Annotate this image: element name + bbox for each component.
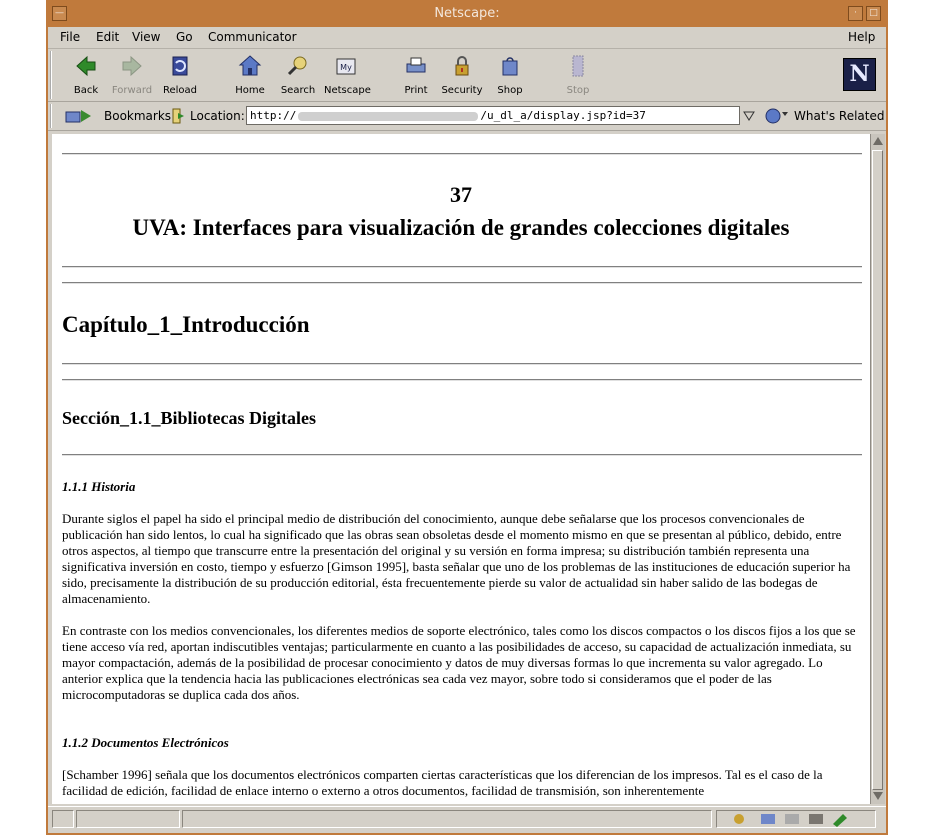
document-title: UVA: Interfaces para visualización de grandes colecciones digitales — [132, 215, 790, 240]
divider — [62, 266, 862, 268]
url-dropdown-icon[interactable] — [742, 108, 756, 124]
status-bar — [48, 806, 886, 834]
menu-file[interactable]: File — [60, 30, 81, 44]
print-button[interactable] — [394, 51, 438, 99]
security-label: Security — [441, 85, 483, 96]
security-status-icon[interactable] — [52, 810, 74, 828]
scroll-up-icon[interactable] — [873, 137, 883, 145]
location-icon[interactable] — [170, 107, 186, 125]
component-icons[interactable] — [731, 811, 871, 827]
home-label: Home — [235, 85, 265, 96]
print-label: Print — [404, 85, 428, 96]
reload-icon — [167, 53, 193, 79]
netscape-label: Netscape — [324, 85, 371, 96]
forward-label: Forward — [111, 85, 153, 96]
search-icon — [285, 53, 311, 79]
menu-view[interactable]: View — [132, 30, 161, 44]
home-icon — [237, 53, 263, 79]
location-label: Location: — [190, 109, 245, 123]
netscape-button[interactable] — [324, 51, 371, 99]
search-label: Search — [280, 85, 316, 96]
minimize-button[interactable]: · — [848, 6, 863, 21]
lock-icon — [449, 53, 475, 79]
bookmarks-icon[interactable] — [64, 106, 94, 126]
stop-button[interactable] — [556, 51, 600, 99]
svg-text:My: My — [340, 63, 352, 72]
location-toolbar — [48, 102, 886, 131]
security-button[interactable] — [440, 51, 484, 99]
home-button[interactable] — [228, 51, 272, 99]
menu-go[interactable]: Go — [176, 30, 193, 44]
menu-bar — [48, 27, 886, 49]
document-number: 37 — [450, 182, 472, 207]
back-arrow-icon — [73, 53, 99, 79]
window-menu-button[interactable]: — — [52, 6, 67, 21]
divider — [62, 454, 862, 456]
back-label: Back — [73, 85, 99, 96]
menu-help[interactable]: Help — [848, 30, 876, 44]
shop-button[interactable] — [488, 51, 532, 99]
redacted-host — [298, 112, 478, 121]
forward-arrow-icon — [119, 53, 145, 79]
print-icon — [403, 53, 429, 79]
divider — [62, 379, 862, 381]
status-message — [182, 810, 712, 828]
vertical-scrollbar[interactable] — [870, 134, 885, 804]
subsection-heading-documentos: 1.1.2 Documentos Electrónicos — [62, 735, 229, 750]
paragraph-documentos-1: [Schamber 1996] señala que los documentos electrónicos comparten ciertas características que los diferencian de los impresos. Tal es el caso de la facilidad de edición, facilidad de enlace interno o externo a otros documentos, facilidad de transmisión, son inherentemente — [62, 767, 823, 798]
scroll-thumb[interactable] — [872, 150, 883, 790]
divider — [62, 153, 862, 155]
whats-related-button[interactable]: What's Related — [794, 109, 885, 123]
url-input[interactable] — [246, 106, 740, 125]
section-heading: Sección_1.1_Bibliotecas Digitales — [62, 408, 316, 428]
search-button[interactable] — [276, 51, 320, 99]
whats-related-icon[interactable] — [762, 106, 792, 126]
back-button[interactable] — [64, 51, 108, 99]
paragraph-historia-2: En contraste con los medios convencionales, los diferentes medios de soporte electrónico, tales como los discos compactos o los discos fijos a los que se tiene acceso vía red, aportan indiscutibles ventajas; particularmente en cuanto a las posibilidades de acceso, su capacidad de actualización inmediata, su mayor compactación, además de la posibilidad de procesar conocimiento y datos de muy diversas formas lo que incrementa su valor agregado. Lo anterior explica que la tendencia hacia las publicaciones electrónicas sea cada vez mayor, sobre todo si consideramos que el poder de las microcomputadoras se duplica cada dos años. — [62, 623, 856, 702]
progress-cell — [76, 810, 180, 828]
reload-label: Reload — [162, 85, 198, 96]
url-suffix: /u_dl_a/display.jsp?id=37 — [480, 109, 646, 122]
menu-edit[interactable]: Edit — [96, 30, 120, 44]
page-content — [52, 134, 870, 804]
component-bar — [716, 810, 876, 828]
stop-label: Stop — [566, 85, 590, 96]
menu-communicator[interactable]: Communicator — [208, 30, 297, 44]
window-title: Netscape: — [434, 6, 500, 21]
netscape-logo-icon[interactable]: N — [843, 58, 876, 91]
stop-icon — [565, 53, 591, 79]
divider — [62, 282, 862, 284]
divider — [62, 363, 862, 365]
url-prefix: http:// — [250, 109, 297, 122]
bookmarks-button[interactable]: Bookmarks — [104, 109, 172, 123]
shop-bag-icon — [497, 53, 523, 79]
subsection-heading-historia: 1.1.1 Historia — [62, 479, 136, 494]
forward-button[interactable] — [110, 51, 154, 99]
reload-button[interactable] — [158, 51, 202, 99]
maximize-button[interactable]: □ — [866, 6, 881, 21]
location-grip[interactable] — [50, 104, 58, 128]
navigation-toolbar — [48, 49, 886, 102]
toolbar-grip[interactable] — [50, 51, 58, 99]
browser-window — [46, 0, 888, 835]
shop-label: Shop — [497, 85, 523, 96]
scroll-down-icon[interactable] — [873, 792, 883, 800]
title-bar[interactable] — [48, 2, 886, 27]
paragraph-historia-1: Durante siglos el papel ha sido el principal medio de distribución del conocimiento, aunque debe señalarse que los procesos convencionales de publicación han sido lentos, lo cual ha significado que las obras sean obsoletas desde el momento mismo en que se presentan al público, debido, entre otros aspectos, al tiempo que transcurre entre la presentación del original y su versión en forma impresa; su distribución también representa una significativa inversión en costo, tiempo y esfuerzo [Gimson 1995], basta señalar que uno de los problemas de las instituciones de educación superior ha sido, precisamente la distribución de su producción editorial, ésta frecuentemente pierde su valor de actualidad sin haber salido de las bodegas de almacenamiento. — [62, 511, 851, 606]
netscape-icon — [333, 53, 359, 79]
chapter-heading: Capítulo_1_Introducción — [62, 312, 310, 337]
